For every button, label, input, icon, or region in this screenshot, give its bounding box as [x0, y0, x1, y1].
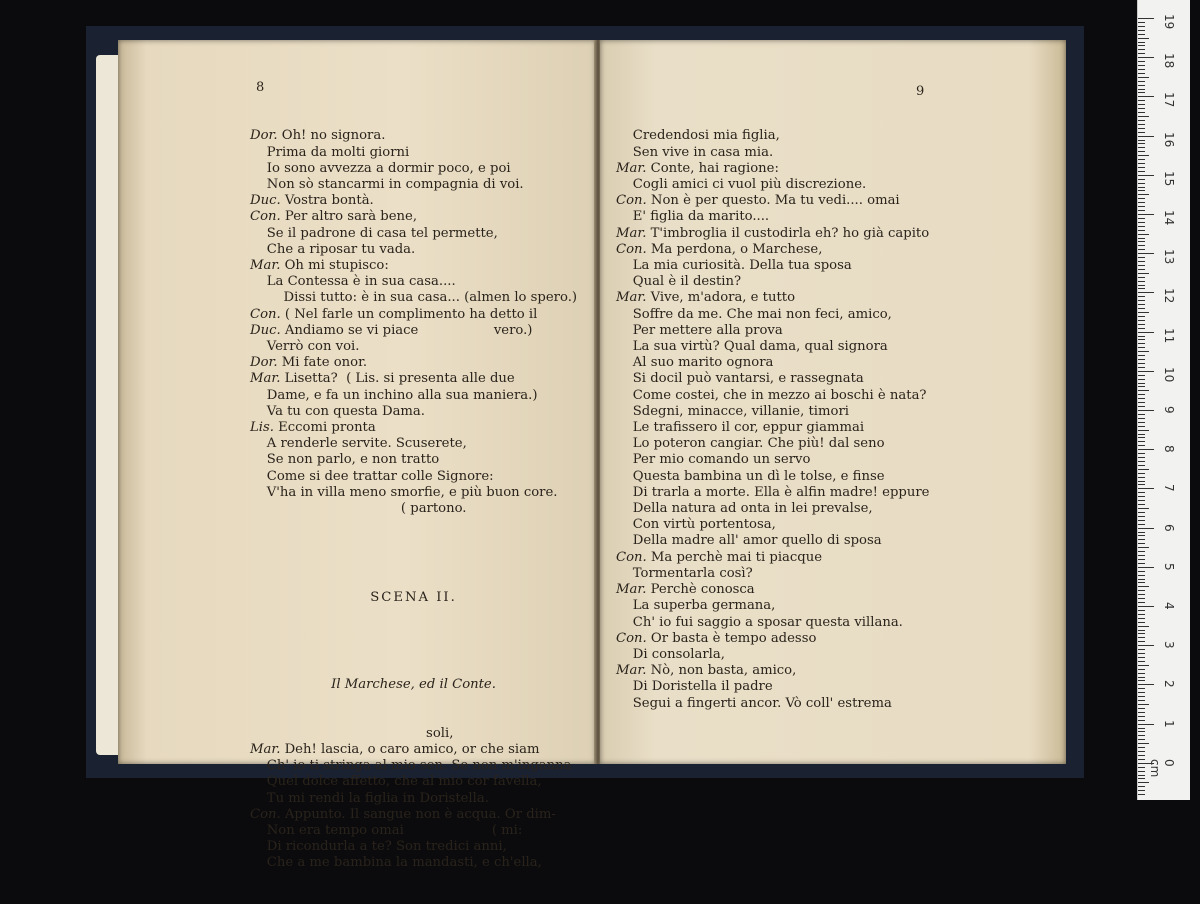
ruler-tick	[1138, 104, 1145, 105]
ruler-tick	[1138, 430, 1149, 431]
ruler-tick	[1138, 532, 1145, 533]
ruler-tick	[1138, 661, 1145, 662]
right-lines	[616, 128, 929, 711]
text-line: Come costei, che in mezzo ai boschi è nata?	[616, 387, 927, 403]
ruler-tick	[1138, 116, 1149, 117]
ruler-tick	[1138, 535, 1145, 536]
ruler-tick	[1138, 520, 1145, 521]
text-line: Duc. Andiamo se vi piace vero.)	[250, 322, 533, 338]
ruler-label: 2	[1162, 680, 1176, 689]
ruler-tick	[1138, 26, 1145, 27]
text-line: Soffre da me. Che mai non feci, amico,	[616, 306, 892, 322]
ruler-tick	[1138, 794, 1145, 795]
ruler-tick	[1138, 778, 1145, 779]
ruler-tick	[1138, 700, 1145, 701]
text-line: Al suo marito ognora	[616, 355, 774, 371]
text-line: Mar. Conte, hai ragione:	[616, 160, 779, 176]
text-line: La sua virtù? Qual dama, qual signora	[616, 339, 888, 355]
text-line: Di ricondurla a te? Son tredici anni,	[250, 839, 507, 855]
ruler-tick	[1138, 332, 1154, 333]
text-line: Sen vive in casa mia.	[616, 144, 774, 160]
ruler-tick	[1138, 343, 1145, 344]
ruler-tick	[1138, 590, 1145, 591]
text-line: Che a riposar tu vada.	[250, 241, 416, 257]
ruler-tick	[1138, 324, 1145, 325]
ruler-tick	[1138, 18, 1154, 19]
ruler-tick	[1138, 528, 1154, 529]
text-line: La mia curiosità. Della tua sposa	[616, 258, 852, 274]
ruler-tick	[1138, 735, 1145, 736]
text-line: Mar. Nò, non basta, amico,	[616, 663, 797, 679]
ruler-tick	[1138, 775, 1145, 776]
ruler-tick	[1138, 151, 1145, 152]
text-line: La superba germana,	[616, 598, 776, 614]
ruler-tick	[1138, 477, 1145, 478]
ruler-tick	[1138, 167, 1145, 168]
text-line: Mar. Lisetta? ( Lis. si presenta alle due	[250, 371, 515, 387]
ruler-tick	[1138, 57, 1154, 58]
ruler-tick	[1138, 437, 1145, 438]
text-line: Segui a fingerti ancor. Vò coll' estrema	[616, 695, 892, 711]
ruler-tick	[1138, 645, 1154, 646]
ruler-tick	[1138, 42, 1145, 43]
ruler-tick	[1138, 375, 1145, 376]
text-line: Io sono avvezza a dormir poco, e poi	[250, 160, 511, 176]
text-line: soli,	[250, 725, 454, 741]
ruler-tick	[1138, 488, 1154, 489]
ruler-label: 1	[1162, 719, 1176, 728]
text-line: Come si dee trattar colle Signore:	[250, 468, 494, 484]
text-line: Ch' io ti stringa al mio sen. Se non m'inganna	[250, 758, 572, 774]
ruler-tick	[1138, 147, 1145, 148]
ruler-tick	[1138, 402, 1145, 403]
ruler-tick	[1138, 277, 1145, 278]
ruler-tick	[1138, 637, 1145, 638]
ruler-tick	[1138, 390, 1149, 391]
ruler-tick	[1138, 684, 1154, 685]
ruler-label: 10	[1162, 366, 1176, 383]
ruler-tick	[1138, 441, 1145, 442]
page-number-right: 9	[916, 84, 925, 99]
ruler-tick	[1138, 234, 1149, 235]
ruler-tick	[1138, 128, 1145, 129]
ruler-tick	[1138, 586, 1149, 587]
text-line: Con. Appunto. Il sangue non è acqua. Or dim-	[250, 806, 556, 822]
left-page-text	[250, 96, 577, 904]
ruler-tick	[1138, 132, 1145, 133]
text-line: Credendosi mia figlia,	[616, 128, 780, 144]
ruler-tick	[1138, 461, 1145, 462]
ruler-tick	[1138, 641, 1145, 642]
ruler-tick	[1138, 755, 1145, 756]
left-lines	[250, 128, 577, 517]
ruler-tick	[1138, 516, 1145, 517]
ruler-tick	[1138, 210, 1145, 211]
ruler-tick	[1138, 496, 1145, 497]
ruler-tick	[1138, 249, 1145, 250]
ruler-tick	[1138, 316, 1145, 317]
ruler-tick	[1138, 49, 1145, 50]
ruler-label: 19	[1162, 14, 1176, 30]
text-line: Con. Or basta è tempo adesso	[616, 630, 817, 646]
ruler-tick	[1138, 245, 1145, 246]
ruler-tick	[1138, 524, 1145, 525]
ruler-tick	[1138, 426, 1145, 427]
ruler-tick	[1138, 69, 1145, 70]
ruler-label: 12	[1162, 288, 1176, 304]
text-line: Di trarla a morte. Ella è alfin madre! eppure	[616, 484, 930, 500]
ruler-tick	[1138, 285, 1145, 286]
ruler-tick	[1138, 445, 1145, 446]
text-line: Ch' io fui saggio a sposar questa villana.	[616, 614, 903, 630]
text-line: Tu mi rendi la figlia in Doristella.	[250, 790, 489, 806]
ruler-tick	[1138, 657, 1145, 658]
ruler-tick	[1138, 716, 1145, 717]
ruler-tick	[1138, 386, 1145, 387]
ruler-tick	[1138, 614, 1145, 615]
ruler-label: 6	[1162, 523, 1176, 532]
text-line: Con. Ma perchè mai ti piacque	[616, 549, 823, 565]
ruler-tick	[1138, 336, 1145, 337]
text-line: Quel dolce affetto, che al mio cor favella,	[250, 774, 542, 790]
scene-subtitle: Il Marchese, ed il Conte.	[331, 677, 496, 693]
text-line: Dor. Mi fate onor.	[250, 355, 368, 371]
ruler-tick	[1138, 253, 1154, 254]
ruler-tick	[1138, 508, 1149, 509]
ruler-tick	[1138, 571, 1145, 572]
ruler-tick	[1138, 720, 1145, 721]
right-page-text	[616, 96, 929, 744]
ruler-tick	[1138, 308, 1145, 309]
ruler-tick	[1138, 563, 1145, 564]
ruler-tick	[1138, 465, 1145, 466]
ruler-tick	[1138, 712, 1145, 713]
ruler-tick	[1138, 469, 1149, 470]
ruler-tick	[1138, 45, 1145, 46]
ruler-label: 5	[1162, 562, 1176, 571]
ruler-tick	[1138, 355, 1145, 356]
text-line: Per mio comando un servo	[616, 452, 811, 468]
ruler-tick	[1138, 81, 1145, 82]
ruler-tick	[1138, 269, 1145, 270]
ruler-tick	[1138, 743, 1149, 744]
text-line: Con. Per altro sarà bene,	[250, 209, 418, 225]
ruler-tick	[1138, 359, 1145, 360]
ruler-tick	[1138, 759, 1145, 760]
ruler-tick	[1138, 547, 1149, 548]
ruler-tick	[1138, 136, 1154, 137]
text-line: Con. ( Nel farle un complimento ha detto il	[250, 306, 538, 322]
text-line: Mar. T'imbroglia il custodirla eh? ho già capito	[616, 225, 930, 241]
ruler-label: 15	[1162, 170, 1176, 187]
text-line: Duc. Vostra bontà.	[250, 193, 374, 209]
ruler-tick	[1138, 292, 1154, 293]
scene-title: SCENA II.	[370, 590, 457, 606]
ruler-tick	[1138, 618, 1145, 619]
ruler-tick	[1138, 504, 1145, 505]
ruler-tick	[1138, 457, 1145, 458]
ruler-tick	[1138, 626, 1149, 627]
ruler-tick	[1138, 739, 1145, 740]
ruler-tick	[1138, 77, 1149, 78]
text-line: Della natura ad onta in lei prevalse,	[616, 501, 873, 517]
ruler-tick	[1138, 653, 1145, 654]
ruler-tick	[1138, 92, 1145, 93]
text-line: ( partono.	[250, 501, 467, 517]
ruler-tick	[1138, 633, 1145, 634]
text-line: V'ha in villa meno smorfie, e più buon core.	[250, 484, 558, 500]
ruler-tick	[1138, 179, 1145, 180]
text-line: Di Doristella il padre	[616, 679, 773, 695]
ruler-tick	[1138, 751, 1145, 752]
ruler-tick	[1138, 187, 1145, 188]
ruler-tick	[1138, 786, 1145, 787]
ruler-tick	[1138, 320, 1145, 321]
ruler-tick	[1138, 300, 1145, 301]
ruler-tick	[1138, 218, 1145, 219]
ruler-tick	[1138, 394, 1145, 395]
ruler-tick	[1138, 602, 1145, 603]
text-line: Dame, e fa un inchino alla sua maniera.)	[250, 387, 538, 403]
ruler-tick	[1138, 261, 1145, 262]
text-line: Lo poteron cangiar. Che più! dal seno	[616, 436, 885, 452]
text-line: Lis. Eccomi pronta	[250, 420, 376, 436]
text-line: Mar. Vive, m'adora, e tutto	[616, 290, 796, 306]
text-line: Mar. Deh! lascia, o caro amico, or che siam	[250, 741, 540, 757]
text-line: Se il padrone di casa tel permette,	[250, 225, 498, 241]
ruler-tick	[1138, 680, 1145, 681]
text-line: Tormentarla così?	[616, 565, 753, 581]
ruler-tick	[1138, 398, 1145, 399]
ruler-tick	[1138, 367, 1145, 368]
text-line: Le trafissero il cor, eppur giammai	[616, 420, 865, 436]
ruler-tick	[1138, 473, 1145, 474]
ruler-tick	[1138, 492, 1145, 493]
ruler-tick	[1138, 73, 1145, 74]
ruler-tick	[1138, 347, 1145, 348]
ruler-tick	[1138, 422, 1145, 423]
ruler-label: 17	[1162, 92, 1176, 108]
ruler-tick	[1138, 728, 1145, 729]
ruler-tick	[1138, 143, 1145, 144]
ruler-tick	[1138, 226, 1145, 227]
ruler-tick	[1138, 198, 1145, 199]
ruler-tick	[1138, 731, 1145, 732]
text-line: Dor. Oh! no signora.	[250, 128, 386, 144]
text-line: Dissi tutto: è in sua casa... (almen lo spero.)	[250, 290, 578, 306]
ruler-tick	[1138, 163, 1145, 164]
ruler-tick	[1138, 206, 1145, 207]
ruler-tick	[1138, 500, 1145, 501]
text-line: Con. Non è per questo. Ma tu vedi.... omai	[616, 193, 900, 209]
ruler-tick	[1138, 140, 1145, 141]
ruler-tick	[1138, 171, 1145, 172]
text-line: Si docil può vantarsi, e rassegnata	[616, 371, 864, 387]
ruler-label: 8	[1162, 445, 1176, 453]
text-line: Di consolarla,	[616, 646, 725, 662]
text-line: Con. Ma perdona, o Marchese,	[616, 241, 823, 257]
ruler-label: 16	[1162, 131, 1176, 147]
ruler-tick	[1138, 89, 1145, 90]
ruler-tick	[1138, 610, 1145, 611]
ruler-label: 0 cm	[1148, 758, 1176, 778]
ruler-tick	[1138, 22, 1145, 23]
text-line: La Contessa è in sua casa....	[250, 274, 456, 290]
ruler-tick	[1138, 630, 1145, 631]
text-line: Qual è il destin?	[616, 274, 742, 290]
ruler-tick	[1138, 100, 1145, 101]
ruler-tick	[1138, 551, 1145, 552]
ruler-tick	[1138, 414, 1145, 415]
ruler-tick	[1138, 194, 1149, 195]
ruler-tick	[1138, 579, 1145, 580]
text-line: Che a me bambina la mandasti, e ch'ella,	[250, 855, 542, 871]
ruler-tick	[1138, 85, 1145, 86]
ruler-tick	[1138, 692, 1145, 693]
ruler-tick	[1138, 665, 1149, 666]
ruler-tick	[1138, 606, 1154, 607]
ruler-tick	[1138, 708, 1145, 709]
text-line: Mar. Perchè conosca	[616, 582, 755, 598]
ruler-tick	[1138, 622, 1145, 623]
text-line: Della madre all' amor quello di sposa	[616, 533, 882, 549]
ruler-tick	[1138, 767, 1145, 768]
ruler-tick	[1138, 175, 1154, 176]
ruler-tick	[1138, 771, 1145, 772]
ruler-tick	[1138, 484, 1145, 485]
ruler-tick	[1138, 673, 1145, 674]
ruler-label: 13	[1162, 249, 1176, 265]
ruler-tick	[1138, 677, 1145, 678]
ruler-tick	[1138, 124, 1145, 125]
ruler-label: 9	[1162, 406, 1176, 414]
ruler-tick	[1138, 120, 1145, 121]
ruler-tick	[1138, 434, 1145, 435]
ruler-tick	[1138, 418, 1145, 419]
ruler-tick	[1138, 555, 1145, 556]
ruler-tick	[1138, 65, 1145, 66]
text-line: Prima da molti giorni	[250, 144, 410, 160]
ruler-tick	[1138, 304, 1145, 305]
ruler-tick	[1138, 30, 1145, 31]
text-line: Non era tempo omai ( mi:	[250, 822, 523, 838]
ruler-tick	[1138, 371, 1154, 372]
ruler-tick	[1138, 112, 1145, 113]
ruler-tick	[1138, 790, 1145, 791]
ruler-label: 4	[1162, 602, 1176, 610]
text-line: Sdegni, minacce, villanie, timori	[616, 403, 849, 419]
ruler-tick	[1138, 238, 1145, 239]
ruler-tick	[1138, 594, 1145, 595]
ruler-tick	[1138, 453, 1145, 454]
ruler-tick	[1138, 38, 1149, 39]
text-line: Cogli amici ci vuol più discrezione.	[616, 177, 867, 193]
ruler-tick	[1138, 539, 1145, 540]
text-line: Con virtù portentosa,	[616, 517, 776, 533]
text-line: Mar. Oh mi stupisco:	[250, 258, 389, 274]
ruler-tick	[1138, 559, 1145, 560]
text-line: Verrò con voi.	[250, 339, 360, 355]
ruler-tick	[1138, 34, 1145, 35]
ruler-tick	[1138, 202, 1145, 203]
text-line: Per mettere alla prova	[616, 322, 783, 338]
ruler-tick	[1138, 724, 1154, 725]
measurement-ruler	[1137, 0, 1190, 800]
text-line: E' figlia da marito....	[616, 209, 770, 225]
text-line: Questa bambina un dì le tolse, e finse	[616, 468, 885, 484]
ruler-tick	[1138, 481, 1145, 482]
ruler-tick	[1138, 696, 1145, 697]
ruler-tick	[1138, 281, 1145, 282]
text-line: A renderle servite. Scuserete,	[250, 436, 467, 452]
ruler-tick	[1138, 241, 1145, 242]
left-lines-after	[250, 726, 577, 872]
text-line: Non sò stancarmi in compagnia di voi.	[250, 177, 524, 193]
ruler-tick	[1138, 782, 1149, 783]
ruler-label: 11	[1162, 327, 1176, 343]
ruler-tick	[1138, 328, 1145, 329]
text-line: Se non parlo, e non tratto	[250, 452, 440, 468]
ruler-tick	[1138, 312, 1149, 313]
ruler-tick	[1138, 230, 1145, 231]
ruler-tick	[1138, 704, 1149, 705]
ruler-tick	[1138, 155, 1149, 156]
ruler-tick	[1138, 96, 1154, 97]
ruler-tick	[1138, 649, 1145, 650]
ruler-tick	[1138, 183, 1145, 184]
left-page	[118, 40, 596, 871]
ruler-label: 3	[1162, 641, 1176, 649]
ruler-tick	[1138, 575, 1145, 576]
ruler-label: 14	[1162, 210, 1176, 226]
ruler-tick	[1138, 543, 1145, 544]
ruler-tick	[1138, 190, 1145, 191]
page-number-left: 8	[256, 80, 265, 95]
ruler-tick	[1138, 222, 1145, 223]
ruler-tick	[1138, 567, 1154, 568]
right-page	[600, 40, 1066, 764]
ruler-tick	[1138, 296, 1145, 297]
ruler-tick	[1138, 108, 1145, 109]
ruler-tick	[1138, 598, 1145, 599]
ruler-tick	[1138, 273, 1149, 274]
ruler-tick	[1138, 383, 1145, 384]
ruler-tick	[1138, 406, 1145, 407]
ruler-label: 7	[1162, 484, 1176, 493]
ruler-tick	[1138, 379, 1145, 380]
text-line: Va tu con questa Dama.	[250, 403, 425, 419]
ruler-tick	[1138, 449, 1154, 450]
ruler-tick	[1138, 265, 1145, 266]
ruler-tick	[1138, 669, 1145, 670]
ruler-tick	[1138, 688, 1145, 689]
ruler-tick	[1138, 61, 1145, 62]
ruler-label: 18	[1162, 53, 1176, 69]
ruler-tick	[1138, 512, 1145, 513]
ruler-tick	[1138, 582, 1145, 583]
ruler-tick	[1138, 288, 1145, 289]
ruler-tick	[1138, 410, 1154, 411]
ruler-tick	[1138, 363, 1145, 364]
ruler-tick	[1138, 159, 1145, 160]
ruler-tick	[1138, 214, 1154, 215]
ruler-tick	[1138, 339, 1145, 340]
ruler-tick	[1138, 747, 1145, 748]
ruler-tick	[1138, 53, 1145, 54]
ruler-tick	[1138, 257, 1145, 258]
ruler-tick	[1138, 351, 1149, 352]
